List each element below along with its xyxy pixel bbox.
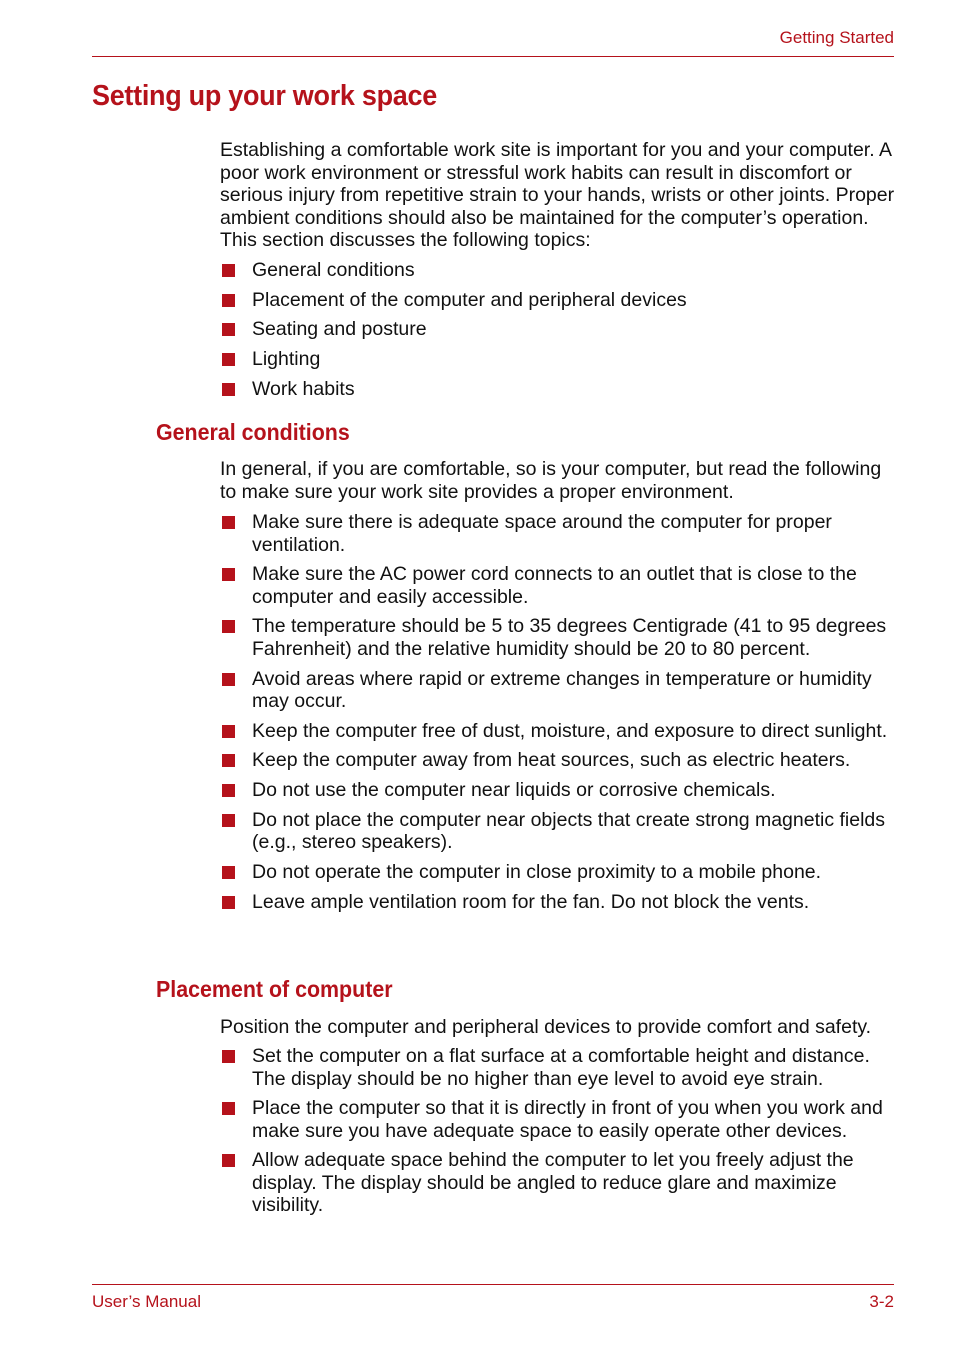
- square-bullet-icon: [222, 568, 235, 581]
- list-item-text: General conditions: [252, 259, 415, 281]
- list-item: [220, 861, 900, 884]
- list-item: [220, 318, 900, 341]
- general-conditions-list: [220, 511, 900, 920]
- list-item-text: Set the computer on a flat surface at a comfortable height and distance. The display should be no higher than eye level to avoid eye strain.: [252, 1045, 870, 1090]
- list-item-text: Work habits: [252, 377, 355, 400]
- footer-rule: [92, 1284, 894, 1285]
- list-item: [220, 563, 900, 608]
- square-bullet-icon: [222, 1050, 235, 1063]
- list-item-text: Place the computer so that it is directly in front of you when you work and make sure you have adequate space to easily operate other devices.: [252, 1097, 883, 1142]
- square-bullet-icon: [222, 754, 235, 767]
- square-bullet-icon: [222, 516, 235, 529]
- list-item: [220, 720, 900, 743]
- list-item-text: Lighting: [252, 348, 321, 371]
- list-item-text: Do not use the computer near liquids or corrosive chemicals.: [252, 779, 776, 802]
- list-item-text: Seating and posture: [252, 318, 427, 341]
- topics-list: [220, 259, 900, 407]
- list-item-text: Placement of the computer and peripheral devices: [252, 288, 687, 311]
- list-item: [220, 1045, 900, 1090]
- square-bullet-icon: [222, 294, 235, 307]
- header-rule: [92, 56, 894, 57]
- list-item-text: Make sure the AC power cord connects to an outlet that is close to the computer and easily accessible.: [252, 563, 857, 608]
- square-bullet-icon: [222, 620, 235, 633]
- section-heading-placement: Placement of computer: [156, 976, 393, 1002]
- square-bullet-icon: [222, 866, 235, 879]
- list-item-text: Keep the computer away from heat sources, such as electric heaters.: [252, 749, 851, 772]
- list-item-text: Make sure there is adequate space around the computer for proper ventilation.: [252, 511, 832, 556]
- intro-paragraph: Establishing a comfortable work site is important for you and your computer. A poor work environment or stressful work habits can result in discomfort or serious injury from repetitive strain to your hands, wrists or other joints. Proper ambient conditions should also be maintained for the computer’s operation. This section discusses the following topics:: [220, 139, 895, 251]
- list-item-text: Keep the computer free of dust, moisture, and exposure to direct sunlight.: [252, 719, 888, 742]
- placement-list: [220, 1045, 900, 1224]
- running-header: Getting Started: [779, 28, 894, 47]
- list-item: [220, 1097, 900, 1142]
- footer-manual-title: User’s Manual: [92, 1292, 201, 1311]
- square-bullet-icon: [222, 725, 235, 738]
- square-bullet-icon: [222, 814, 235, 827]
- square-bullet-icon: [222, 896, 235, 909]
- square-bullet-icon: [222, 383, 235, 396]
- list-item-text: The temperature should be 5 to 35 degrees Centigrade (41 to 95 degrees Fahrenheit) and the relative humidity should be 20 to 80 percent.: [252, 615, 887, 660]
- list-item: [220, 511, 900, 556]
- list-item: [220, 779, 900, 802]
- square-bullet-icon: [222, 673, 235, 686]
- list-item-text: Do not place the computer near objects that create strong magnetic fields (e.g., stereo speakers).: [252, 808, 886, 854]
- page-title: Setting up your work space: [92, 80, 437, 112]
- list-item: [220, 259, 900, 282]
- list-item: [220, 891, 900, 914]
- page-number: 3-2: [869, 1292, 894, 1311]
- list-item-text: Do not operate the computer in close proximity to a mobile phone.: [252, 861, 822, 883]
- square-bullet-icon: [222, 264, 235, 277]
- square-bullet-icon: [222, 784, 235, 797]
- square-bullet-icon: [222, 353, 235, 366]
- list-item: [220, 1149, 900, 1217]
- list-item-text: Avoid areas where rapid or extreme changes in temperature or humidity may occur.: [252, 667, 872, 713]
- section-heading-general-conditions: General conditions: [156, 419, 350, 445]
- list-item-text: Allow adequate space behind the computer to let you freely adjust the display. The display should be angled to reduce glare and maximize visibility.: [252, 1149, 854, 1217]
- square-bullet-icon: [222, 1154, 235, 1167]
- list-item: [220, 289, 900, 312]
- list-item: [220, 809, 900, 854]
- general-intro: In general, if you are comfortable, so is your computer, but read the following to make sure your work site provides a proper environment.: [220, 458, 882, 503]
- list-item: [220, 668, 900, 713]
- list-item: [220, 348, 900, 371]
- list-item: [220, 749, 900, 772]
- square-bullet-icon: [222, 323, 235, 336]
- list-item: [220, 615, 900, 660]
- list-item: [220, 378, 900, 401]
- square-bullet-icon: [222, 1102, 235, 1115]
- list-item-text: Leave ample ventilation room for the fan. Do not block the vents.: [252, 890, 810, 913]
- placement-intro: Position the computer and peripheral devices to provide comfort and safety.: [220, 1016, 872, 1038]
